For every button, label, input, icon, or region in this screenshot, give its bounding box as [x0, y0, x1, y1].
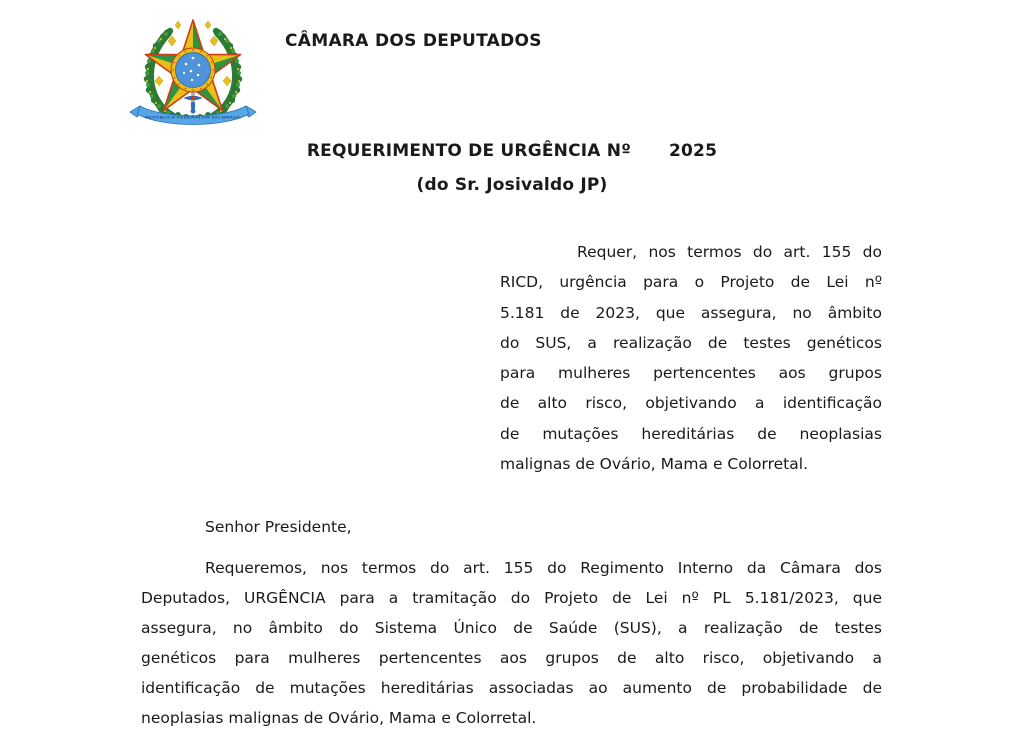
body-line: Deputados, URGÊNCIA para a tramitação do Projeto de Lei nº PL 5.181/2023, que [141, 589, 882, 608]
coat-of-arms-logo [128, 13, 258, 134]
document-title-block [0, 141, 1024, 195]
body-line: neoplasias malignas de Ovário, Mama e Colorretal. [141, 709, 537, 728]
institution-name: CÂMARA DOS DEPUTADOS [285, 31, 542, 51]
ribbon-text: REPÚBLICA FEDERATIVA DO BRASIL [145, 115, 209, 120]
body-line: Requeremos, nos termos do art. 155 do Regimento Interno da Câmara dos [205, 559, 882, 577]
document-number: 2025 [669, 141, 718, 161]
body-line: identificação de mutações hereditárias associadas ao aumento de probabilidade de [141, 679, 882, 698]
summary-line: para mulheres pertencentes aos grupos [500, 364, 882, 383]
salutation: Senhor Presidente, [205, 518, 352, 536]
summary-line: Requer, nos termos do art. 155 do [577, 243, 882, 261]
summary-line: RICD, urgência para o Projeto de Lei nº [500, 273, 882, 292]
document-title [0, 141, 1024, 161]
body-line: genéticos para mulheres pertencentes aos grupos de alto risco, objetivando a [141, 649, 882, 668]
document-title-label: REQUERIMENTO DE URGÊNCIA Nº [306, 141, 631, 161]
summary-line: do SUS, a realização de testes genéticos [500, 333, 882, 352]
summary-line: de alto risco, objetivando a identificação [500, 394, 882, 413]
summary-paragraph [500, 237, 882, 479]
body-line: assegura, no âmbito do Sistema Único de Saúde (SUS), a realização de testes [141, 619, 882, 638]
summary-line: 5.181 de 2023, que assegura, no âmbito [500, 303, 882, 322]
summary-line: malignas de Ovário, Mama e Colorretal. [500, 455, 808, 474]
body-paragraph [141, 553, 882, 734]
summary-line: de mutações hereditárias de neoplasias [500, 424, 882, 443]
sword-hilt [184, 96, 202, 113]
document-author: (do Sr. Josivaldo JP) [416, 175, 608, 195]
